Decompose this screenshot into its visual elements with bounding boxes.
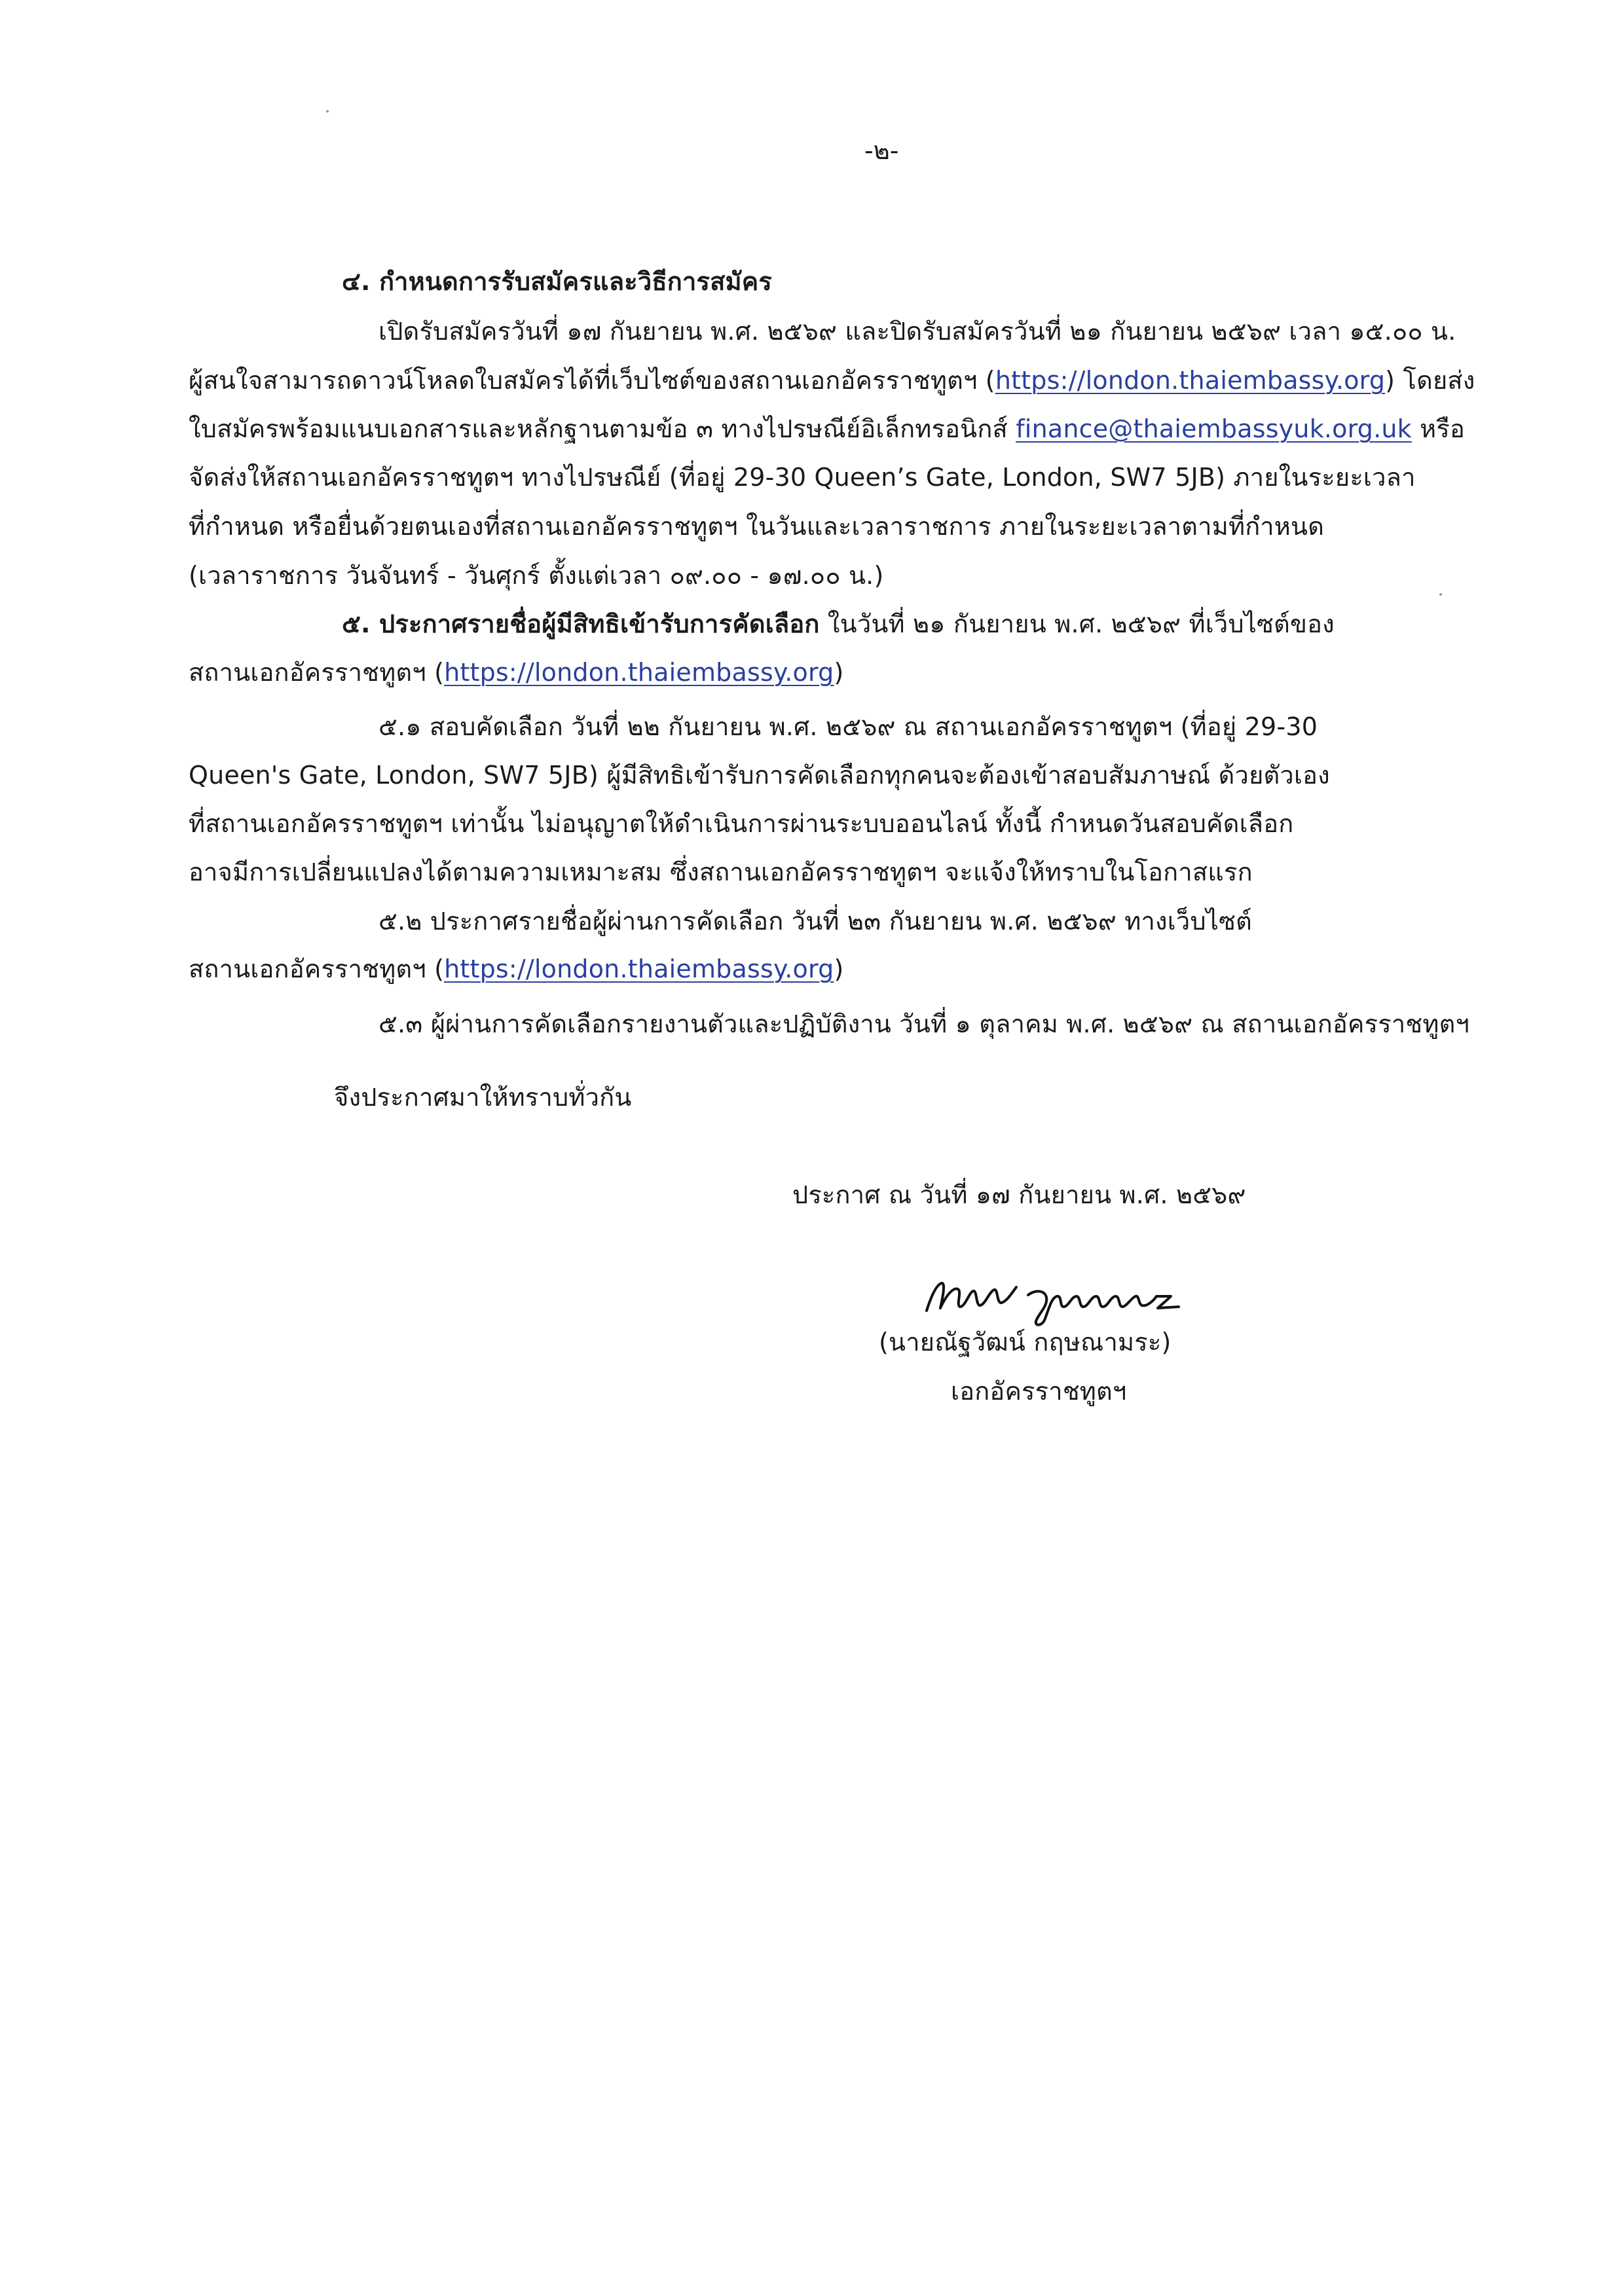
scan-speck xyxy=(1439,593,1442,596)
item-5-1-line-2: Queen's Gate, London, SW7 5JB) ผู้มีสิทธิเข้ารับการคัดเลือกทุกคนจะต้องเข้าสอบสัมภาษณ์ ด้วยตัวเอง xyxy=(189,761,1330,790)
finance-email-link[interactable]: finance@thaiembassyuk.org.uk xyxy=(1016,414,1412,443)
signer-title: เอกอัครราชทูตฯ xyxy=(951,1377,1127,1406)
scan-speck xyxy=(326,110,329,113)
signer-name: (นายณัฐวัฒน์ กฤษณามระ) xyxy=(879,1328,1172,1357)
section-4-line-4: จัดส่งให้สถานเอกอัครราชทูตฯ ทางไปรษณีย์ (ที่อยู่ 29-30 Queen’s Gate, London, SW7 5JB) ภายในระยะเวลา xyxy=(189,463,1416,492)
section-4-line-3 xyxy=(189,410,1465,447)
item-5-2-line-2-tail: ) xyxy=(834,955,844,983)
closing-statement: จึงประกาศมาให้ทราบทั่วกัน xyxy=(334,1083,632,1112)
page-number: -๒- xyxy=(864,136,899,165)
section-4-line-5: ที่กำหนด หรือยื่นด้วยตนเองที่สถานเอกอัครราชทูตฯ ในวันและเวลาราชการ ภายในระยะเวลาตามที่กำหนด xyxy=(189,512,1325,541)
section-4-heading: ๔. กำหนดการรับสมัครและวิธีการสมัคร xyxy=(342,267,772,296)
section-5-line-2-tail: ) xyxy=(834,658,844,687)
item-5-3-line-1: ๕.๓ ผู้ผ่านการคัดเลือกรายงานตัวและปฏิบัติงาน วันที่ ๑ ตุลาคม พ.ศ. ๒๕๖๙ ณ สถานเอกอัครราชทูตฯ xyxy=(378,1010,1470,1038)
item-5-1-line-3: ที่สถานเอกอัครราชทูตฯ เท่านั้น ไม่อนุญาตให้ดำเนินการผ่านระบบออนไลน์ ทั้งนี้ กำหนดวันสอบคัดเลือก xyxy=(189,809,1294,838)
section-4-line-2-text: ผู้สนใจสามารถดาวน์โหลดใบสมัครได้ที่เว็บไซต์ของสถานเอกอัครราชทูตฯ ( xyxy=(189,366,995,395)
section-4-line-1: เปิดรับสมัครวันที่ ๑๗ กันยายน พ.ศ. ๒๕๖๙ และปิดรับสมัครวันที่ ๒๑ กันยายน ๒๕๖๙ เวลา ๑๕.๐๐ น. xyxy=(378,317,1456,346)
section-5-line-2-text: สถานเอกอัครราชทูตฯ ( xyxy=(189,658,445,687)
announcement-date: ประกาศ ณ วันที่ ๑๗ กันยายน พ.ศ. ๒๕๖๙ xyxy=(792,1180,1246,1209)
section-5-heading xyxy=(342,606,1335,642)
handwritten-signature xyxy=(917,1270,1205,1329)
item-5-1-line-1: ๕.๑ สอบคัดเลือก วันที่ ๒๒ กันยายน พ.ศ. ๒๕๖๙ ณ สถานเอกอัครราชทูตฯ (ที่อยู่ 29-30 xyxy=(378,712,1318,741)
section-5-line-2 xyxy=(189,654,843,691)
section-4-line-2-tail: ) โดยส่ง xyxy=(1385,366,1475,395)
section-4-line-3-text: ใบสมัครพร้อมแนบเอกสารและหลักฐานตามข้อ ๓ ทางไปรษณีย์อิเล็กทรอนิกส์ xyxy=(189,414,1016,443)
embassy-website-link[interactable]: https://london.thaiembassy.org xyxy=(995,366,1386,395)
section-5-heading-bold: ๕. ประกาศรายชื่อผู้มีสิทธิเข้ารับการคัดเลือก xyxy=(342,610,820,638)
embassy-website-link[interactable]: https://london.thaiembassy.org xyxy=(444,955,834,983)
section-4-line-2 xyxy=(189,362,1475,399)
item-5-2-line-2-text: สถานเอกอัครราชทูตฯ ( xyxy=(189,955,445,983)
section-5-heading-rest: ในวันที่ ๒๑ กันยายน พ.ศ. ๒๕๖๙ ที่เว็บไซต์ของ xyxy=(819,610,1335,638)
item-5-2-line-2 xyxy=(189,951,843,987)
section-4-line-3-tail: หรือ xyxy=(1411,414,1466,443)
item-5-1-line-4: อาจมีการเปลี่ยนแปลงได้ตามความเหมาะสม ซึ่งสถานเอกอัครราชทูตฯ จะแจ้งให้ทราบในโอกาสแรก xyxy=(189,858,1253,886)
item-5-2-line-1: ๕.๒ ประกาศรายชื่อผู้ผ่านการคัดเลือก วันที่ ๒๓ กันยายน พ.ศ. ๒๕๖๙ ทางเว็บไซต์ xyxy=(378,907,1252,936)
section-4-line-6: (เวลาราชการ วันจันทร์ - วันศุกร์ ตั้งแต่เวลา ๐๙.๐๐ - ๑๗.๐๐ น.) xyxy=(189,561,884,590)
embassy-website-link[interactable]: https://london.thaiembassy.org xyxy=(444,658,834,687)
